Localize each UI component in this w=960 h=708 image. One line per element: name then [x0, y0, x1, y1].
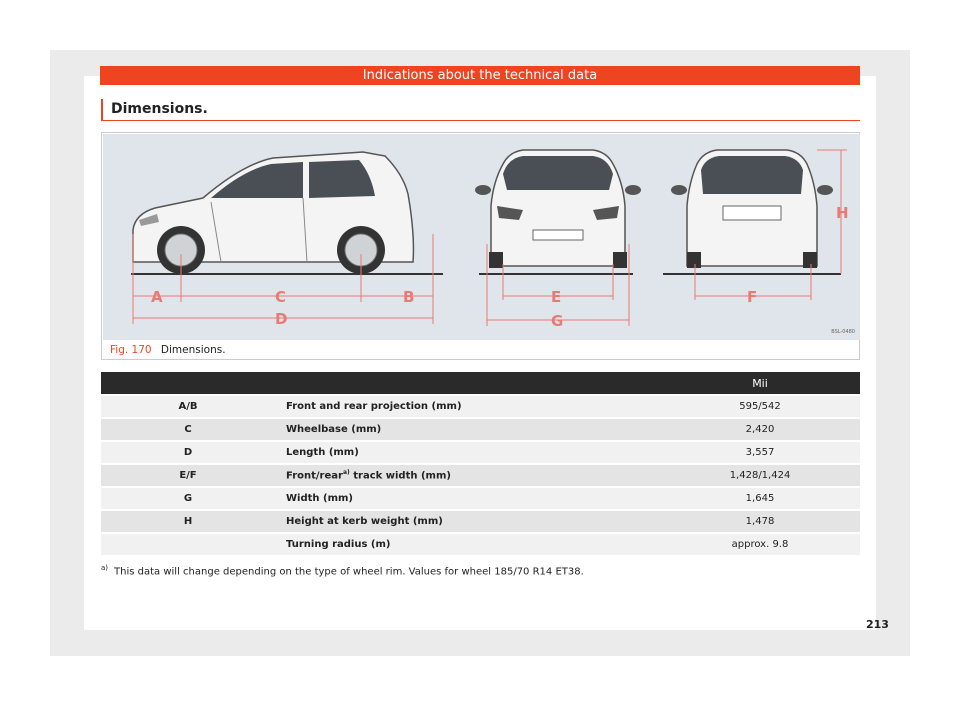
row-key: D [101, 442, 275, 463]
chapter-header: Indications about the technical data [100, 66, 860, 85]
row-value: 2,420 [660, 419, 860, 440]
row-value: 1,478 [660, 511, 860, 532]
row-value: 1,428/1,424 [660, 465, 860, 486]
table-row [101, 396, 860, 417]
dim-letter-f: F [747, 288, 758, 306]
row-label: Front and rear projection (mm) [275, 396, 660, 417]
row-label-post: track width (mm) [349, 470, 451, 482]
row-label: Turning radius (m) [275, 534, 660, 555]
row-label: Length (mm) [275, 442, 660, 463]
row-key: C [101, 419, 275, 440]
section-title: Dimensions. [101, 99, 860, 121]
row-key: H [101, 511, 275, 532]
dim-letter-h: H [836, 204, 849, 222]
row-label-pre: Front/rear [286, 470, 343, 482]
car-side-view [133, 152, 413, 274]
figure-label: Fig. 170 [110, 344, 152, 356]
table-row [101, 419, 860, 440]
dim-letter-c: C [275, 288, 287, 306]
footnote [101, 564, 584, 577]
table-row [101, 442, 860, 463]
car-front-view [475, 150, 641, 268]
page-number: 213 [866, 618, 889, 631]
table-header-row [101, 372, 860, 394]
table-header-label [275, 372, 660, 394]
figure-caption [110, 344, 226, 356]
row-label: Wheelbase (mm) [275, 419, 660, 440]
row-key [101, 534, 275, 555]
table-row [101, 488, 860, 509]
dimensions-illustration [103, 134, 860, 340]
row-key: G [101, 488, 275, 509]
dim-letter-e: E [551, 288, 562, 306]
table-header-model: Mii [660, 372, 860, 394]
dim-letter-a: A [151, 288, 163, 306]
table-row [101, 511, 860, 532]
car-dimensions-drawing [103, 134, 860, 340]
dim-letter-g: G [551, 312, 564, 330]
row-value: 1,645 [660, 488, 860, 509]
footnote-text: This data will change depending on the type of wheel rim. Values for wheel 185/70 R14 ET38. [114, 566, 584, 578]
table-row [101, 465, 860, 486]
figure [101, 132, 860, 360]
footnote-ref: a) [342, 469, 350, 477]
table-row [101, 534, 860, 555]
car-rear-view [671, 150, 833, 268]
dimensions-table [101, 370, 860, 557]
dim-letter-d: D [275, 310, 288, 328]
row-key: A/B [101, 396, 275, 417]
table-header-key [101, 372, 275, 394]
dim-letter-b: B [403, 288, 415, 306]
row-label: Width (mm) [275, 488, 660, 509]
figure-caption-text: Dimensions. [160, 344, 226, 356]
row-label: Height at kerb weight (mm) [275, 511, 660, 532]
row-value: 595/542 [660, 396, 860, 417]
footnote-marker: a) [101, 564, 109, 572]
figure-code: BSL-0480 [831, 329, 855, 335]
row-key: E/F [101, 465, 275, 486]
row-value: 3,557 [660, 442, 860, 463]
row-label [275, 465, 660, 486]
row-value: approx. 9.8 [660, 534, 860, 555]
